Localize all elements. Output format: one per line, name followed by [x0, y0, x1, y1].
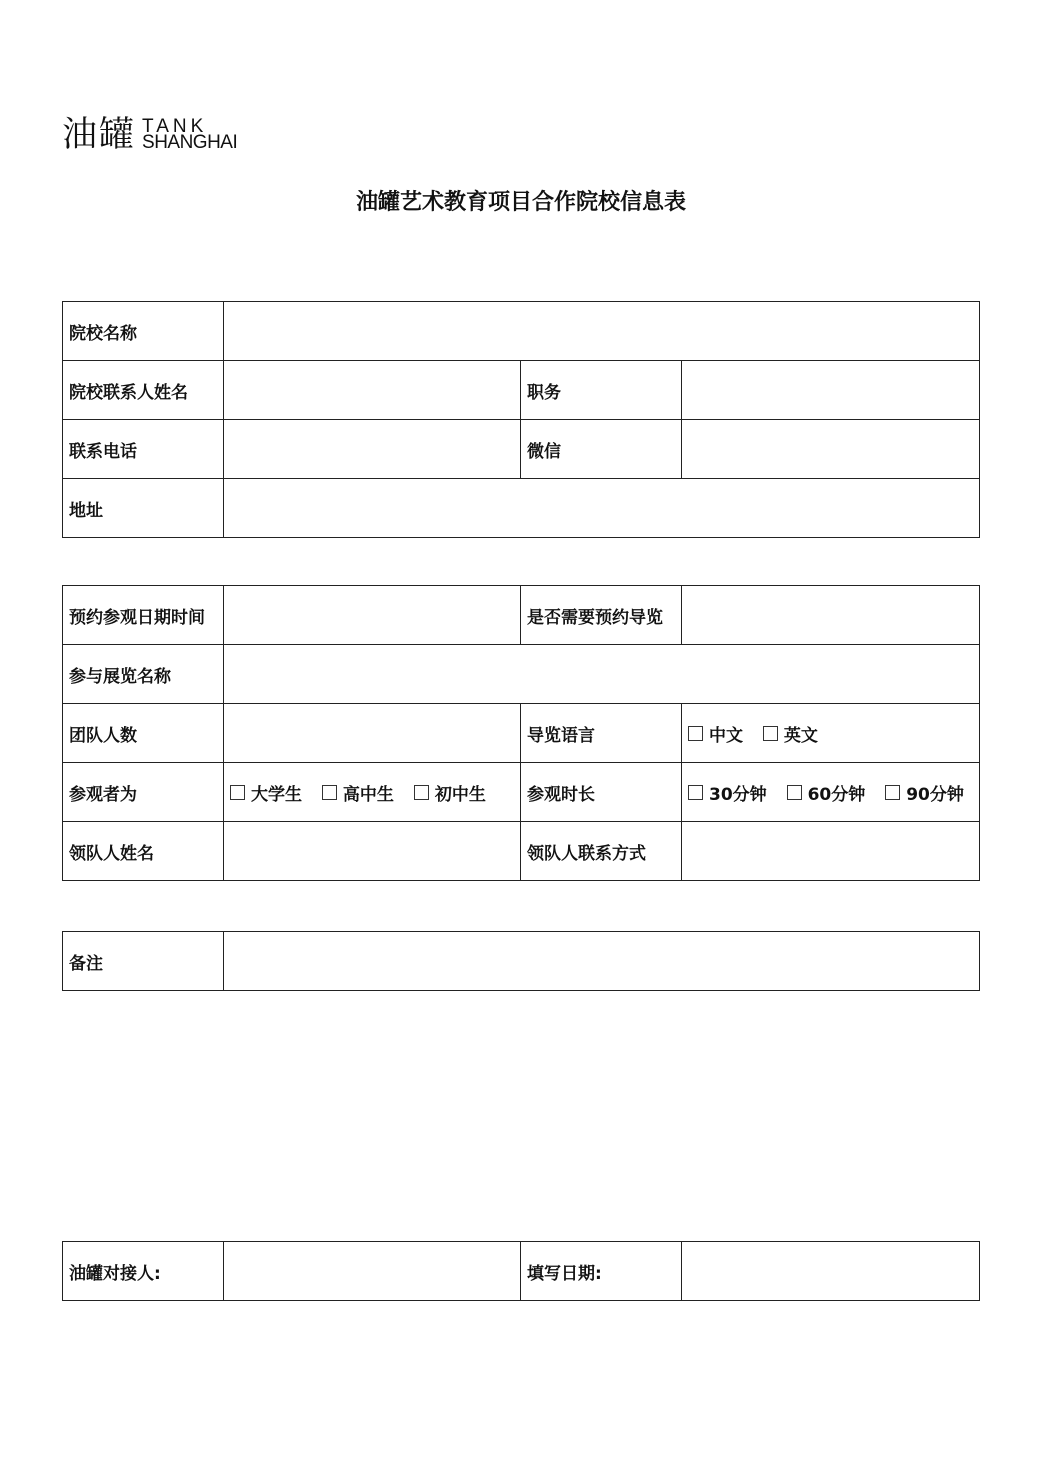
checkbox-label: 90分钟 [906, 784, 964, 805]
contact-name-field[interactable] [224, 361, 521, 420]
table-row [63, 822, 980, 881]
checkbox-90-min[interactable] [885, 780, 964, 805]
leader-name-label: 领队人姓名 [63, 822, 224, 881]
logo-english-line1: TANK [142, 116, 208, 137]
checkbox-box[interactable] [414, 785, 429, 800]
table-row [63, 763, 980, 822]
contact-name-label: 院校联系人姓名 [63, 361, 224, 420]
leader-name-field[interactable] [224, 822, 521, 881]
duration-options [682, 763, 980, 822]
group-size-field[interactable] [224, 704, 521, 763]
checkbox-label: 高中生 [342, 784, 394, 805]
guided-tour-field[interactable] [682, 586, 980, 645]
duration-label: 参观时长 [521, 763, 682, 822]
phone-label: 联系电话 [63, 420, 224, 479]
table-row [63, 586, 980, 645]
tour-language-options [682, 704, 980, 763]
table-row [63, 361, 980, 420]
visit-datetime-label: 预约参观日期时间 [63, 586, 224, 645]
checkbox-box[interactable] [688, 785, 703, 800]
address-label: 地址 [63, 479, 224, 538]
checkbox-label: 初中生 [434, 784, 486, 805]
checkbox-label: 英文 [783, 725, 818, 746]
wechat-label: 微信 [521, 420, 682, 479]
checkbox-label: 中文 [709, 725, 743, 746]
position-field[interactable] [682, 361, 980, 420]
table-row [63, 704, 980, 763]
checkbox-label: 30分钟 [709, 784, 767, 805]
visit-info-table [62, 585, 980, 881]
visitor-type-label: 参观者为 [63, 763, 224, 822]
table-row [63, 302, 980, 361]
wechat-field[interactable] [682, 420, 980, 479]
checkbox-box[interactable] [322, 785, 337, 800]
position-label: 职务 [521, 361, 682, 420]
checkbox-english[interactable] [763, 721, 818, 746]
visitor-type-options [224, 763, 521, 822]
tank-contact-label: 油罐对接人: [63, 1242, 224, 1301]
checkbox-box[interactable] [763, 726, 778, 741]
phone-field[interactable] [224, 420, 521, 479]
checkbox-box[interactable] [230, 785, 245, 800]
table-row [63, 932, 980, 991]
checkbox-label: 60分钟 [807, 784, 866, 805]
checkbox-label: 大学生 [251, 784, 302, 805]
leader-contact-label: 领队人联系方式 [521, 822, 682, 881]
remarks-field[interactable] [224, 932, 980, 991]
tank-shanghai-logo [62, 116, 237, 154]
checkbox-university[interactable] [230, 780, 302, 805]
tank-contact-field[interactable] [224, 1242, 521, 1301]
checkbox-middle-school[interactable] [414, 780, 486, 805]
visit-datetime-field[interactable] [224, 586, 521, 645]
table-row [63, 1242, 980, 1301]
logo-chinese-text: 油罐 [62, 115, 137, 155]
checkbox-30-min[interactable] [688, 780, 767, 805]
school-name-label: 院校名称 [63, 302, 224, 361]
address-field[interactable] [224, 479, 980, 538]
checkbox-box[interactable] [885, 785, 900, 800]
checkbox-box[interactable] [787, 785, 802, 800]
remarks-table [62, 931, 980, 991]
checkbox-high-school[interactable] [322, 780, 394, 805]
checkbox-60-min[interactable] [787, 780, 866, 805]
tour-language-label: 导览语言 [521, 704, 682, 763]
leader-contact-field[interactable] [682, 822, 980, 881]
remarks-label: 备注 [63, 932, 224, 991]
guided-tour-label: 是否需要预约导览 [521, 586, 682, 645]
form-title: 油罐艺术教育项目合作院校信息表 [355, 190, 686, 215]
fill-date-label: 填写日期: [521, 1242, 682, 1301]
logo-english-text [142, 116, 238, 153]
fill-date-field[interactable] [682, 1242, 980, 1301]
exhibition-field[interactable] [224, 645, 980, 704]
school-name-field[interactable] [224, 302, 980, 361]
logo-english-line2: SHANGHAI [142, 132, 238, 153]
table-row [63, 479, 980, 538]
table-row [63, 420, 980, 479]
table-row [63, 645, 980, 704]
checkbox-chinese[interactable] [688, 721, 743, 746]
group-size-label: 团队人数 [63, 704, 224, 763]
exhibition-label: 参与展览名称 [63, 645, 224, 704]
school-info-table [62, 301, 980, 538]
footer-table [62, 1241, 980, 1301]
checkbox-box[interactable] [688, 726, 703, 741]
